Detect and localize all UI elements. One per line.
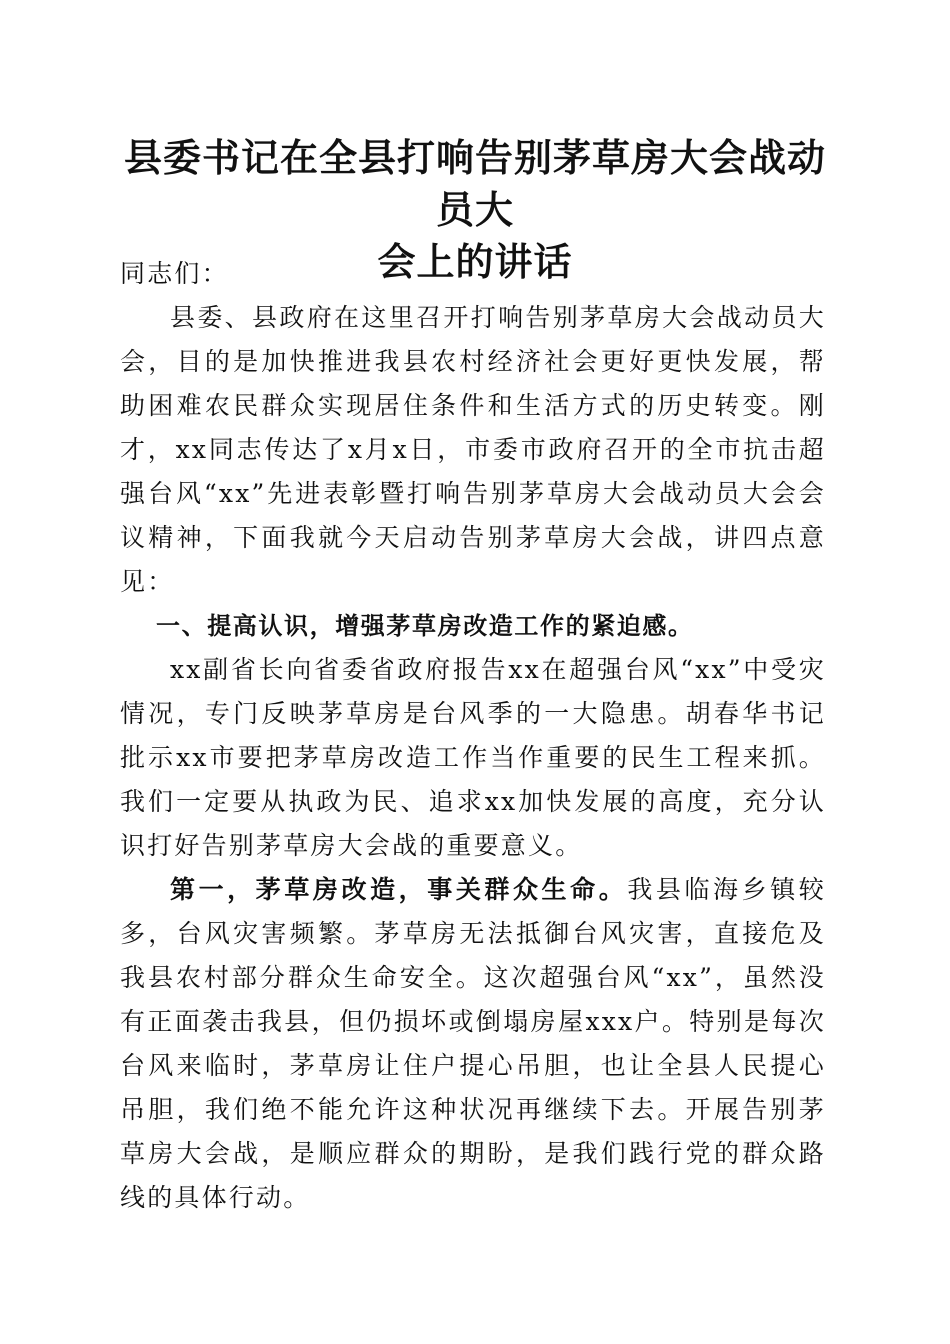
first-point-lead: 第一，茅草房改造，事关群众生命。 <box>170 875 628 904</box>
document-body <box>120 252 826 1220</box>
paragraph-instruction: xx副省长向省委省政府报告xx在超强台风“xx”中受灾情况，专门反映茅草房是台风季的一大隐患。胡春华书记批示xx市要把茅草房改造工作当作重要的民生工程来抓。我们一定要从执政为民、追求xx加快发展的高度，充分认识打好告别茅草房大会战的重要意义。 <box>120 655 826 860</box>
title-line-2: 会上的讲话 <box>377 240 573 284</box>
greeting: 同志们： <box>120 259 229 288</box>
paragraph-first-point <box>120 868 826 1220</box>
first-point-body: 我县临海乡镇较多，台风灾害频繁。茅草房无法抵御台风灾害，直接危及我县农村部分群众生命安全。这次超强台风“xx”，虽然没有正面袭击我县，但仍损坏或倒塌房屋xxx户。特别是每次台风来临时，茅草房让住户提心吊胆，也让全县人民提心吊胆，我们绝不能允许这种状况再继续下去。开展告别茅草房大会战，是顺应群众的期盼，是我们践行党的群众路线的具体行动。 <box>120 875 827 1212</box>
title-line-1: 县委书记在全县打响告别茅草房大会战动员大 <box>123 136 826 232</box>
paragraph-intro: 县委、县政府在这里召开打响告别茅草房大会战动员大会，目的是加快推进我县农村经济社会更好更快发展，帮助困难农民群众实现居住条件和生活方式的历史转变。刚才，xx同志传达了x月x日，市委市政府召开的全市抗击超强台风“xx”先进表彰暨打响告别茅草房大会战动员大会会议精神，下面我就今天启动告别茅草房大会战，讲四点意见： <box>120 303 826 596</box>
section-heading-1: 一、提高认识，增强茅草房改造工作的紧迫感。 <box>156 612 694 640</box>
